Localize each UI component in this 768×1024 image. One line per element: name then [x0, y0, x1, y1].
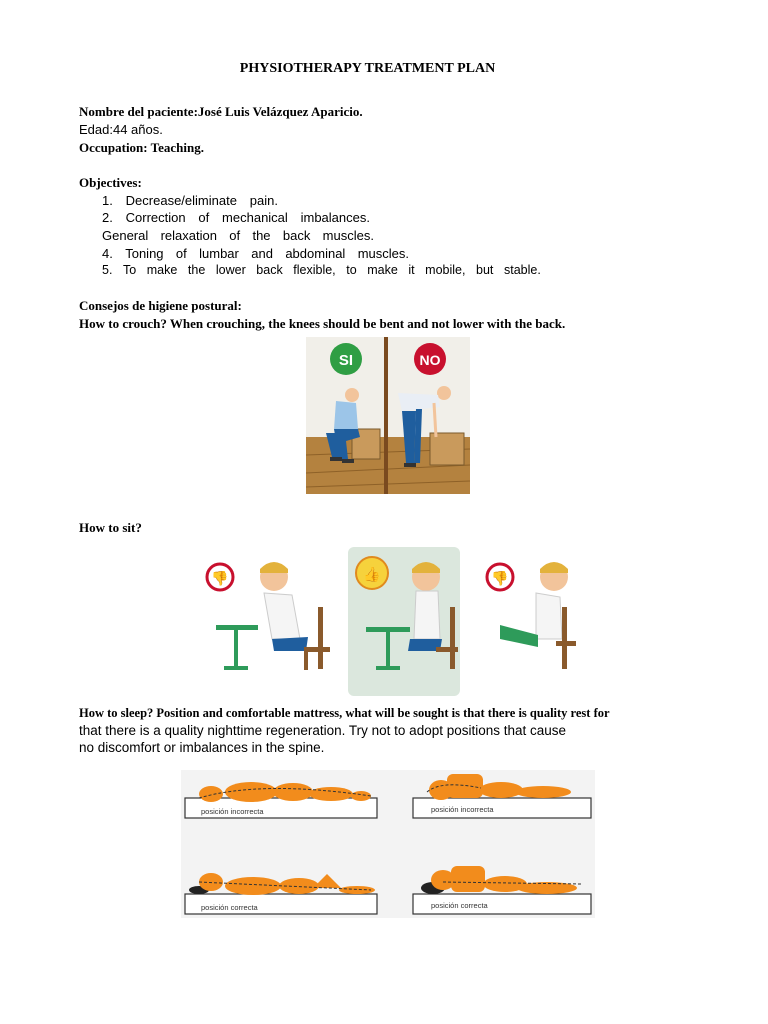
- sitting-illustration: [200, 547, 580, 696]
- sleeping-positions-illustration: [181, 770, 595, 918]
- objective-word: flexible,: [293, 263, 336, 277]
- objective-item-3: [102, 228, 374, 243]
- sleep-label-incorrect-1: posición incorrecta: [201, 807, 264, 816]
- sleep-label-correct-2: posición correcta: [431, 901, 488, 910]
- objective-word: to: [346, 263, 357, 277]
- yes-badge-label: SI: [338, 352, 354, 369]
- objective-word: lumbar: [199, 246, 239, 261]
- objective-word: muscles.: [357, 246, 409, 261]
- sleep-label-correct-1: posición correcta: [201, 903, 258, 912]
- objective-item-1: [102, 193, 278, 208]
- objective-word: make: [367, 263, 398, 277]
- objective-word: of: [175, 246, 187, 261]
- objectives-heading: Objectives:: [79, 175, 142, 190]
- objective-word: back: [256, 263, 283, 277]
- objective-word: back: [282, 228, 311, 243]
- sit-heading: How to sit?: [79, 520, 142, 535]
- crouch-text: How to crouch? When crouching, the knees should be bent and not lower with the back.: [79, 316, 566, 331]
- objective-word: of: [229, 228, 241, 243]
- objective-word: pain.: [249, 193, 278, 208]
- objective-word: General: [102, 228, 149, 243]
- sleep-text-bold: How to sleep? Position and comfortable mattress, what will be sought is that there is quality rest for: [79, 706, 610, 720]
- objective-word: mobile,: [425, 263, 466, 277]
- objective-item-5: [102, 263, 541, 277]
- no-badge-label: NO: [419, 352, 441, 368]
- objective-number: 2.: [102, 210, 113, 225]
- objective-word: the: [252, 228, 271, 243]
- objective-word: lower: [215, 263, 246, 277]
- occupation-line: Occupation: Teaching.: [79, 140, 204, 155]
- objective-word: of: [198, 210, 210, 225]
- objective-word: Correction: [125, 210, 186, 225]
- objective-word: relaxation: [160, 228, 217, 243]
- objective-word: Toning: [125, 246, 164, 261]
- objective-number: 4.: [102, 246, 113, 261]
- objective-word: but: [476, 263, 494, 277]
- patient-name-line: Nombre del paciente:José Luis Velázquez Aparicio.: [79, 104, 363, 119]
- objective-word: muscles.: [322, 228, 374, 243]
- sleep-label-incorrect-2: posición incorrecta: [431, 805, 494, 814]
- objective-number: 1.: [102, 193, 113, 208]
- svg-text:👍: 👍: [363, 567, 381, 583]
- objective-word: imbalances.: [300, 210, 370, 225]
- posture-heading: Consejos de higiene postural:: [79, 298, 242, 313]
- objective-word: To: [123, 263, 137, 277]
- crouch-illustration: [306, 337, 470, 494]
- objective-item-2: [102, 210, 370, 225]
- objective-word: and: [251, 246, 273, 261]
- objective-word: Decrease/eliminate: [125, 193, 237, 208]
- objective-word: it: [408, 263, 415, 277]
- objective-word: mechanical: [222, 210, 288, 225]
- objective-number: 5.: [102, 263, 113, 277]
- svg-text:👎: 👎: [211, 571, 229, 587]
- sleep-text-line-2: that there is a quality nighttime regeneration. Try not to adopt positions that cause: [79, 723, 567, 738]
- sleep-text-line-3: no discomfort or imbalances in the spine.: [79, 740, 325, 755]
- objective-word: the: [187, 263, 206, 277]
- objective-item-4: [102, 246, 409, 261]
- age-line: Edad:44 años.: [79, 122, 163, 137]
- svg-text:👎: 👎: [491, 571, 509, 587]
- document-title: PHYSIOTHERAPY TREATMENT PLAN: [239, 61, 496, 76]
- objective-word: make: [146, 263, 178, 277]
- objective-word: stable.: [503, 263, 541, 277]
- objective-word: abdominal: [285, 246, 346, 261]
